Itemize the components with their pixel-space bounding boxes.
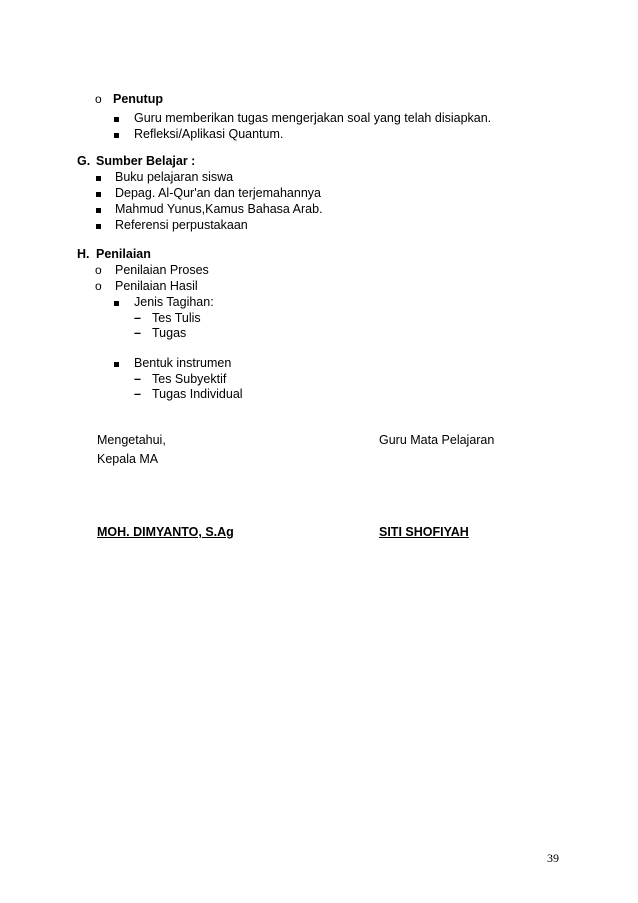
penutup-title: Penutup [113,92,163,106]
bullet-square [96,224,101,229]
sumber-belajar-title: Sumber Belajar : [96,154,196,168]
penilaian-proses: Penilaian Proses [115,263,209,277]
sumber-item: Depag. Al-Qur'an dan terjemahannya [115,186,321,200]
bentuk-item: Tugas Individual [152,387,243,401]
signature-left-line1: Mengetahui, [97,433,166,447]
dash-marker: – [134,326,141,340]
bullet-square [96,208,101,213]
bullet-square [114,301,119,306]
sumber-item: Mahmud Yunus,Kamus Bahasa Arab. [115,202,323,216]
signature-left-line2: Kepala MA [97,452,159,466]
list-marker-circle: o [95,279,102,293]
bullet-square [114,362,119,367]
list-marker-circle: o [95,92,102,106]
signature-left-name: MOH. DIMYANTO, S.Ag [97,525,234,539]
penilaian-title: Penilaian [96,247,151,261]
section-marker: H. [77,247,90,261]
bullet-square [96,176,101,181]
penilaian-hasil: Penilaian Hasil [115,279,198,293]
signature-right-name: SITI SHOFIYAH [379,525,469,539]
bullet-square [114,133,119,138]
bullet-square [114,117,119,122]
signature-right-line1: Guru Mata Pelajaran [379,433,495,447]
section-marker: G. [77,154,91,168]
bentuk-instrumen-label: Bentuk instrumen [134,356,232,370]
page-number: 39 [547,851,559,865]
penutup-item: Refleksi/Aplikasi Quantum. [134,127,284,141]
dash-marker: – [134,372,141,386]
jenis-tagihan-label: Jenis Tagihan: [134,295,214,309]
sumber-item: Buku pelajaran siswa [115,170,234,184]
list-marker-circle: o [95,263,102,277]
bullet-square [96,192,101,197]
bentuk-item: Tes Subyektif [152,372,227,386]
penutup-item: Guru memberikan tugas mengerjakan soal yang telah disiapkan. [134,111,492,125]
jenis-item: Tes Tulis [152,311,201,325]
dash-marker: – [134,387,141,401]
sumber-item: Referensi perpustakaan [115,218,248,232]
jenis-item: Tugas [152,326,187,340]
dash-marker: – [134,311,141,325]
